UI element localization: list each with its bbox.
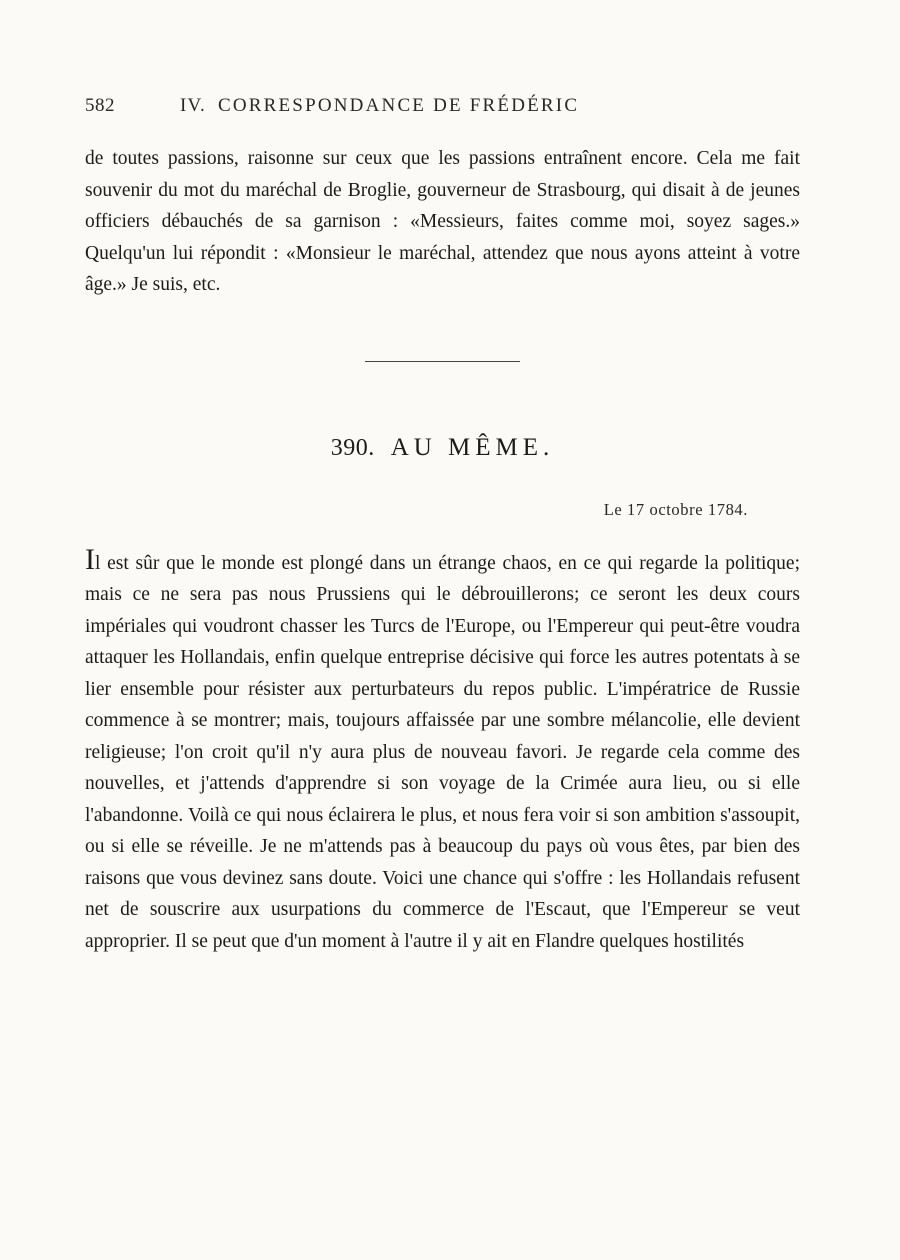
section-heading <box>85 434 800 462</box>
running-head <box>85 95 800 117</box>
main-paragraph: Il est sûr que le monde est plongé dans un étrange chaos, en ce qui regarde la politique; mais ce ne sera pas nous Prussiens qui le débrouillerons; ce seront les deux cours impériales qui voudront chasser les Turcs de l'Europe, ou l'Empereur qui peut-être voudra attaquer les Hollandais, enfin quelque entreprise décisive qui force les autres potentats à se lier ensemble pour résister aux perturbateurs du repos public. L'impératrice de Russie commence à se montrer; mais, toujours affaissée par une sombre mélancolie, elle devient religieuse; l'on croit qu'il n'y aura plus de nouveau favori. Je regarde cela comme des nouvelles, et j'attends d'apprendre si son voyage de la Crimée aura lieu, ou si elle l'abandonne. Voilà ce qui nous éclairera le plus, et nous fera voir si son ambition s'assoupit, ou si elle se réveille. Je ne m'attends pas à beaucoup du pays où vous êtes, par bien des raisons que vous devinez sans doute. Voici une chance qui s'offre : les Hollandais refusent net de souscrire aux usurpations du commerce de l'Escaut, que l'Empereur se veut approprier. Il se peut que d'un moment à l'autre il y ait en Flandre quelques hostilités <box>85 542 800 952</box>
section-divider <box>85 361 800 362</box>
running-head-title <box>180 95 579 117</box>
running-head-text: CORRESPONDANCE DE FRÉDÉRIC <box>217 95 580 116</box>
section-number: 390. <box>330 434 375 461</box>
section-title: AU MÊME. <box>390 433 555 461</box>
running-head-volume-number: IV. <box>180 95 206 116</box>
dateline: Le 17 octobre 1784. <box>603 499 748 519</box>
page-folio-number: 582 <box>85 95 115 116</box>
top-paragraph: de toutes passions, raisonne sur ceux que les passions entraînent encore. Cela me fait souvenir du mot du maréchal de Broglie, gouverneur de Strasbourg, qui disait à de jeunes officiers débauchés de sa garnison : «Messieurs, faites comme moi, soyez sages.» Quelqu'un lui répondit : «Monsieur le maréchal, attendez que nous ayons atteint à votre âge.» Je suis, etc. <box>85 148 800 295</box>
divider-rule-icon <box>365 361 520 362</box>
